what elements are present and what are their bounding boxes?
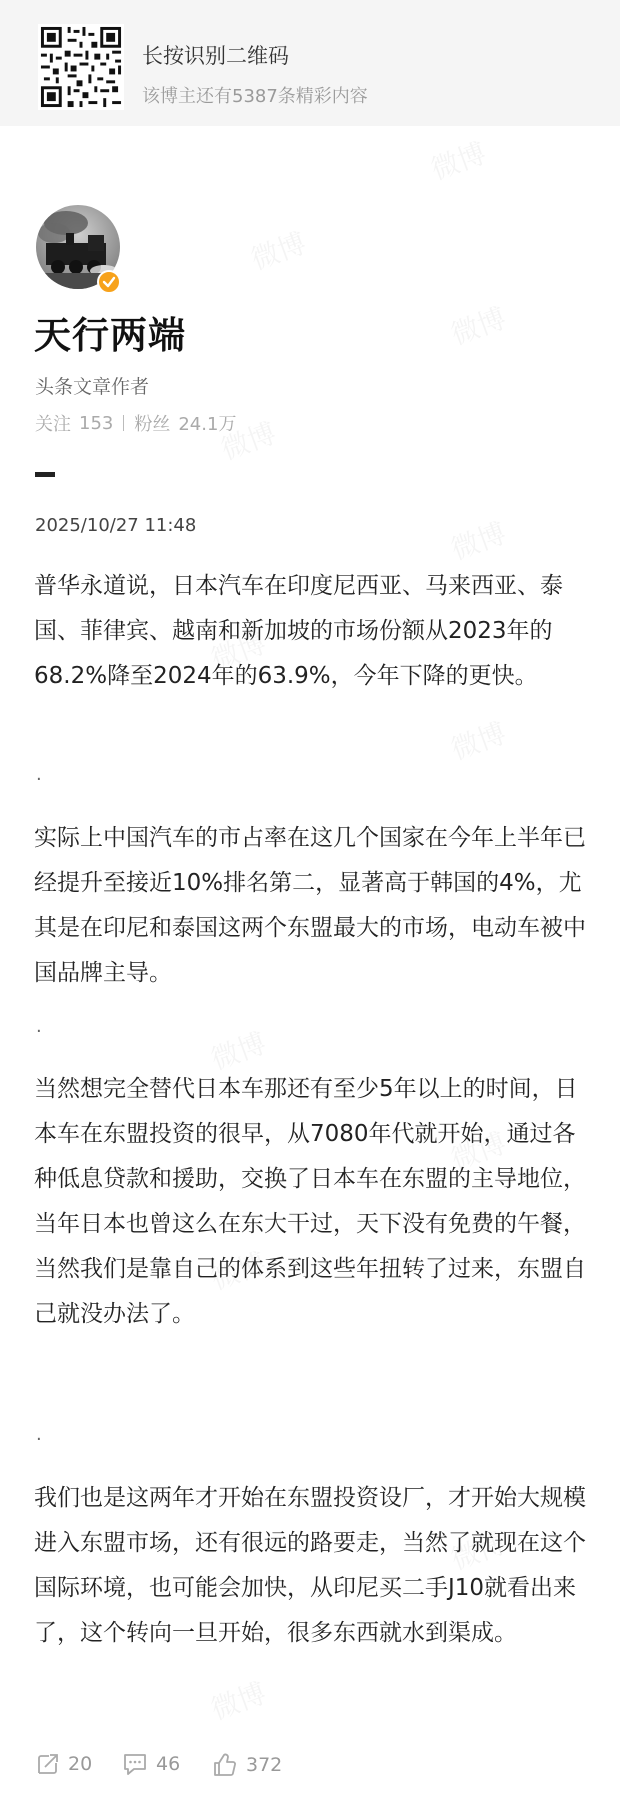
watermark <box>425 132 491 189</box>
following-label[interactable]: 关注 <box>35 414 71 435</box>
following-count[interactable]: 153 <box>79 412 114 434</box>
stats-separator <box>123 415 124 431</box>
like-icon <box>212 1752 238 1778</box>
author-stats <box>35 410 236 436</box>
paragraph-separator: · <box>36 1021 42 1042</box>
paragraph-separator: · <box>36 769 42 790</box>
post-paragraph: 普华永道说，日本汽车在印度尼西亚、马来西亚、泰国、菲律宾、越南和新加坡的市场份额从2023年的68.2%降至2024年的63.9%，今年下降的更快。 <box>34 573 563 689</box>
post-paragraph: 我们也是这两年才开始在东盟投资设厂，才开始大规模进入东盟市场，还有很远的路要走，当然了就现在这个国际环境，也可能会加快，从印尼买二手J10就看出来了，这个转向一旦开始，很多东西就水到渠成。 <box>34 1485 586 1646</box>
comment-button[interactable] <box>122 1752 180 1776</box>
watermark <box>445 297 511 354</box>
qr-banner-subtitle: 该博主还有5387条精彩内容 <box>142 86 368 107</box>
action-bar <box>0 1752 620 1792</box>
repost-icon <box>36 1752 60 1776</box>
watermark <box>445 512 511 569</box>
post-paragraph: 当然想完全替代日本车那还有至少5年以上的时间，日本车在东盟投资的很早，从7080年代就开始，通过各种低息贷款和援助，交换了日本车在东盟的主导地位，当年日本也曾这么在东大干过，天下没有免费的午餐，当然我们是靠自己的体系到这些年扭转了过来，东盟自己就没办法了。 <box>34 1076 586 1327</box>
followers-count[interactable]: 24.1万 <box>178 414 237 435</box>
qr-code-icon[interactable] <box>38 24 124 110</box>
watermark <box>245 222 311 279</box>
followers-label[interactable]: 粉丝 <box>134 414 171 435</box>
comment-icon <box>122 1752 148 1776</box>
like-count: 372 <box>246 1754 283 1776</box>
paragraph-separator: · <box>36 1429 42 1450</box>
repost-button[interactable] <box>36 1752 92 1776</box>
comment-count: 46 <box>156 1753 181 1775</box>
verified-badge-icon <box>97 270 121 294</box>
section-divider <box>35 472 55 477</box>
like-button[interactable] <box>212 1752 282 1778</box>
repost-count: 20 <box>68 1753 93 1775</box>
qr-banner-title: 长按识别二维码 <box>142 44 289 68</box>
author-name[interactable]: 天行两端 <box>34 314 186 357</box>
post-paragraph: 实际上中国汽车的市占率在这几个国家在今年上半年已经提升至接近10%排名第二，显著高于韩国的4%，尤其是在印尼和泰国这两个东盟最大的市场，电动车被中国品牌主导。 <box>34 825 586 986</box>
watermark <box>445 712 511 769</box>
post-timestamp: 2025/10/27 11:48 <box>35 515 197 536</box>
qr-banner[interactable] <box>0 0 620 126</box>
watermark <box>205 1672 271 1729</box>
author-role: 头条文章作者 <box>35 376 150 398</box>
